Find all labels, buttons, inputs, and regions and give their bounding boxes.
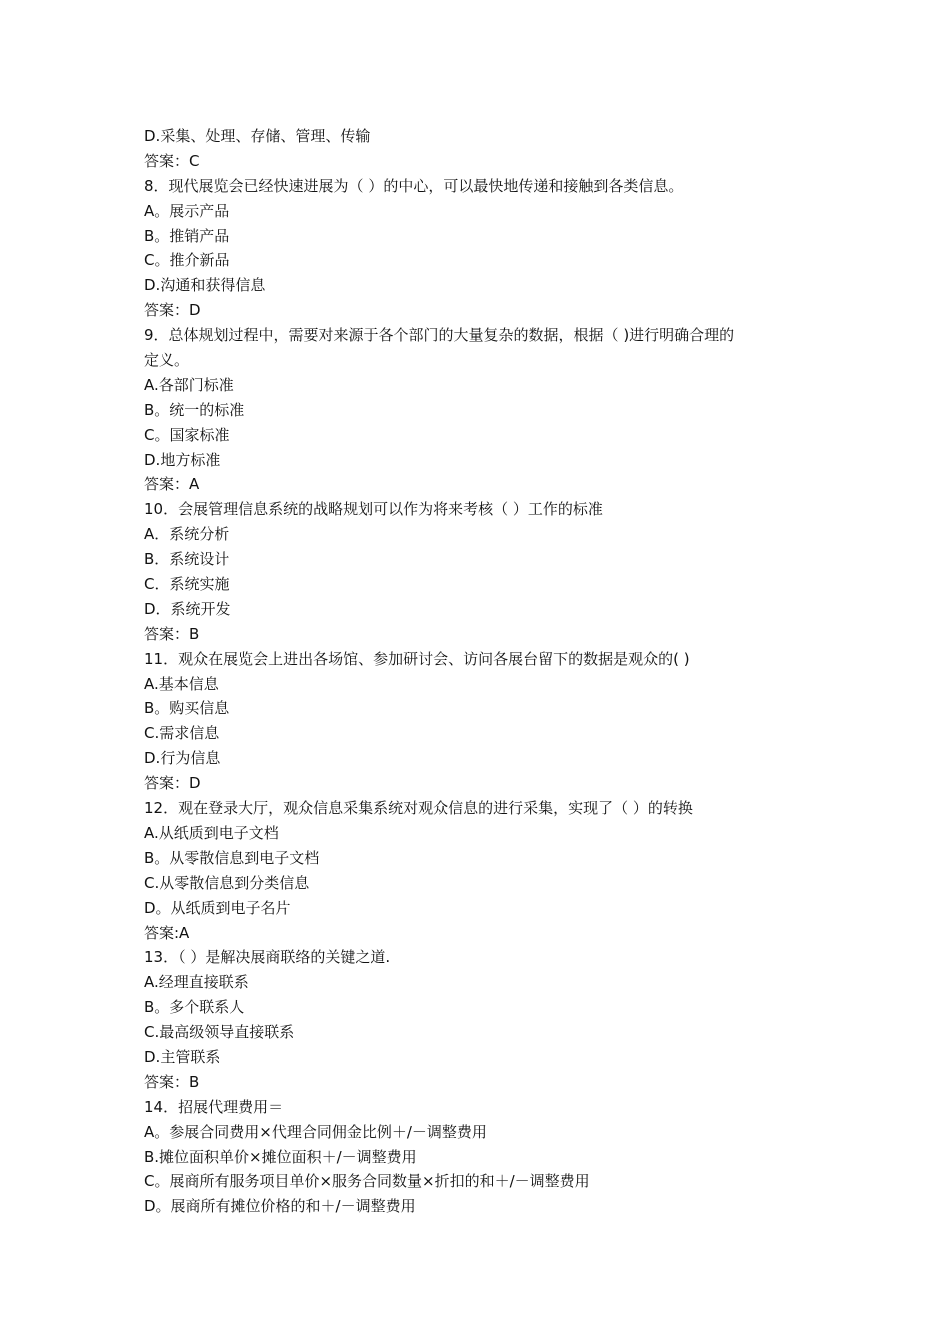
answer-q7: 答案：C [144,151,200,170]
option-a-q11: A.基本信息 [144,674,219,693]
answer-q9: 答案：A [144,475,200,494]
option-c-q10: C．系统实施 [144,575,230,594]
option-d-q11: D.行为信息 [144,749,221,768]
option-c-q14: C。展商所有服务项目单价×服务合同数量×折扣的和＋/－调整费用 [144,1172,590,1191]
option-b-q12: B。从零散信息到电子文档 [144,848,320,867]
question-8: 8．现代展览会已经快速进展为（ ）的中心，可以最快地传递和接触到各类信息。 [144,176,684,195]
option-d-q12: D。从纸质到电子名片 [144,898,291,917]
option-a-q9: A.各部门标准 [144,375,234,394]
answer-q13: 答案：B [144,1072,200,1091]
question-9-line-2: 定义。 [144,351,190,370]
question-12: 12．观在登录大厅，观众信息采集系统对观众信息的进行采集，实现了（ ）的转换 [144,799,693,818]
answer-q10: 答案：B [144,624,200,643]
option-c-q13: C.最高级领导直接联系 [144,1023,295,1042]
document-page [144,124,824,1219]
option-c-q11: C.需求信息 [144,724,220,743]
option-a-q8: A。展示产品 [144,201,230,220]
question-10: 10．会展管理信息系统的战略规划可以作为将来考核（ ）工作的标准 [144,500,603,519]
answer-q12: 答案:A [144,923,190,942]
option-b-q11: B。购买信息 [144,699,230,718]
question-13: 13．（ ）是解决展商联络的关键之道. [144,948,391,967]
option-d-q14: D。展商所有摊位价格的和＋/－调整费用 [144,1197,416,1216]
option-a-q12: A.从纸质到电子文档 [144,823,279,842]
option-c-q9: C。国家标准 [144,425,230,444]
option-a-q13: A.经理直接联系 [144,973,249,992]
option-b-q13: B。多个联系人 [144,998,245,1017]
option-a-q14: A。参展合同费用×代理合同佣金比例＋/－调整费用 [144,1122,487,1141]
question-14: 14．招展代理费用＝ [144,1097,284,1116]
option-b-q8: B。推销产品 [144,226,230,245]
option-d-q9: D.地方标准 [144,450,221,469]
option-b-q14: B.摊位面积单价×摊位面积＋/－调整费用 [144,1147,417,1166]
option-d-q8: D.沟通和获得信息 [144,276,266,295]
option-d-q7: D.采集、处理、存储、管理、传输 [144,127,371,145]
option-d-q13: D.主管联系 [144,1047,221,1066]
option-c-q12: C.从零散信息到分类信息 [144,873,310,892]
question-11: 11．观众在展览会上进出各场馆、参加研讨会、访问各展台留下的数据是观众的( ) [144,649,690,668]
option-b-q10: B．系统设计 [144,550,230,569]
answer-q8: 答案：D [144,301,201,320]
answer-q11: 答案：D [144,774,201,793]
option-c-q8: C。推介新品 [144,251,230,270]
option-d-q10: D．系统开发 [144,599,231,618]
option-b-q9: B。统一的标准 [144,400,245,419]
question-9-line-1: 9．总体规划过程中，需要对来源于各个部门的大量复杂的数据，根据（ )进行明确合理的 [144,326,735,345]
option-a-q10: A．系统分析 [144,525,230,544]
